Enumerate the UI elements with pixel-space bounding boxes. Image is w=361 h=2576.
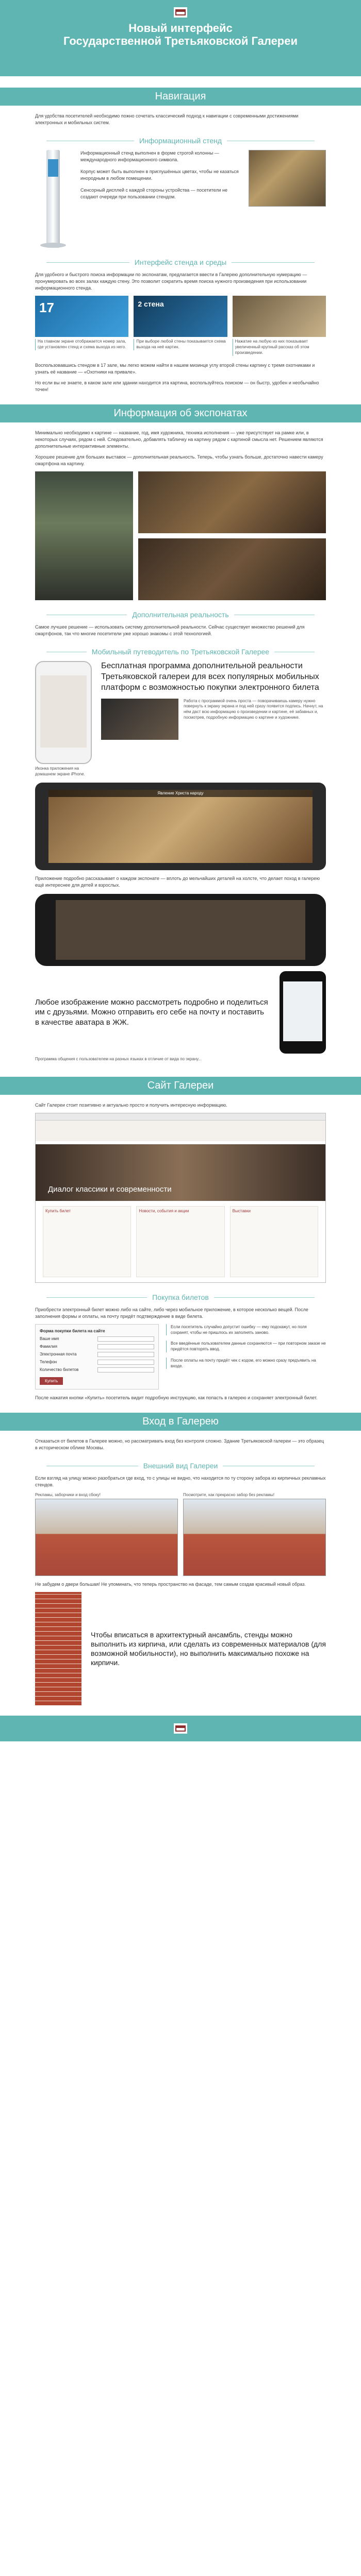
entrance-section-title: Вход в Галерею — [0, 1413, 361, 1431]
phone-caption: Иконка приложения на домашнем экране iPhone. — [35, 766, 85, 776]
ipad-caption: Приложение подробно рассказывает о каждом экспонате — вплоть до мельчайших деталей на холсте, что делает поход в галерею ещё интереснее для детей и взрослых. — [35, 875, 320, 888]
building-photo-after — [183, 1499, 326, 1576]
kiosk-note: Корпус может быть выполнен в приглушённых цветах, чтобы не казаться инородным в любом помещении. — [80, 169, 239, 181]
iphone-illustration — [35, 661, 92, 764]
stand-screen — [35, 296, 128, 355]
stand-screens — [0, 296, 361, 355]
building-caption-left: Рекламы, заборчики и вход сбоку! — [35, 1493, 101, 1497]
dop-reality-para: Самое лучшее решение — использовать систему дополнительной реальности. Сейчас существует множество решений для смартфонов, так что многие посетители уже хорошо знакомы с этой технологией. — [35, 624, 305, 637]
exhibits-para2: Хорошее решение для больших выставок — дополнительная реальность. Теперь, чтобы узнать больше, достаточно навести камеру смартфона на картину. — [35, 454, 323, 466]
form-title: Форма покупки билета на сайте — [40, 1328, 105, 1333]
building-photos — [0, 1493, 361, 1576]
hall-photo — [249, 150, 326, 207]
gallery-logo-icon — [174, 7, 187, 18]
painting-photo — [138, 538, 326, 600]
kiosk-note: Информационный стенд выполнен в форме строгой колонны — международного информационного символа. — [80, 150, 219, 163]
building-photo-before — [35, 1499, 178, 1576]
exhibit-photos — [0, 471, 361, 600]
stand-ui-para: Для удобного и быстрого поиска информации по экспонатам, предлагается ввести в Галерею дополнительную нумерацию — пронумеровать во всех залах каждую стену. Это позволит сократить время поиска нужного произведения при использовании информационного стенда. — [35, 272, 307, 291]
stand-ui-para2: Воспользовавшись стендом в 17 зале, мы легко можем найти в нашем мизинце углу второй стены картину с тремя охотниками и узнать её название — «Охотники на привале». — [35, 362, 315, 375]
app-screenshot — [101, 699, 178, 740]
site-banner: Диалог классики и современности — [36, 1144, 325, 1201]
screen-caption: Нажатие на любую из них показывает увеличенный крупный рассказ об этом произведении. — [233, 339, 326, 355]
share-block — [0, 971, 361, 1054]
hero-title — [0, 22, 361, 48]
site-col-exhibitions[interactable]: Выставки — [230, 1206, 318, 1277]
stand-screen — [134, 296, 227, 355]
after-buy-para: После нажатия кнопки «Купить» посетитель видит подробную инструкцию, как попасть в галерею и сохраняет электронный билет. — [35, 1395, 318, 1400]
app-caption: Работа с программой очень проста — поворачиваешь камеру нужно повернуть к экрану экрана и под ней сразу появится подпись. Начнут, на нём даст всю информацию о произведении и картине, её забавных и, посмотрев, подробную информацию о картине и художнике. — [184, 698, 323, 720]
site-col-news[interactable]: Новости, события и акции — [136, 1206, 224, 1277]
exhibits-para1: Минимально необходимо к картине — название, год, имя художника, техника исполнения — уже присутствует на рамке или, в некоторых случаях, рядом с ней. Следовательно, добавлять табличку на картину рядом с картиной смысла нет. Решением являются дополнительные интерактивные элементы. — [35, 430, 323, 449]
kiosk-notes — [80, 150, 239, 206]
hero-title-line1: Новый интерфейс — [128, 22, 233, 35]
info-stand-title: Информационный стенд — [0, 137, 361, 145]
mobile-guide-title: Мобильный путеводитель по Третьяковской Галерее — [0, 648, 361, 656]
room-number: 17 — [39, 300, 54, 316]
phone-field[interactable] — [97, 1360, 154, 1365]
hero-title-line2: Государственной Третьяковской Галереи — [63, 35, 298, 48]
footer — [0, 1716, 361, 1741]
gallery-corridor-photo — [35, 471, 133, 600]
building-caption-right: Посмотрите, как прекрасно забор без рекламы! — [183, 1493, 275, 1497]
wall-number: 2 стена — [138, 300, 164, 309]
website-mockup — [35, 1113, 326, 1283]
ipad-illustration — [35, 783, 326, 870]
entrance-para2: Не забудем о двери большая! Не упоминать, что теперь пространство на фасаде, тем самым создав красивый новый образ. — [35, 1582, 306, 1587]
app-promo-text: Бесплатная программа дополнительной реальности Третьяковской галереи для всех популярных мобильных платформ с возможностью покупки электронного билета — [101, 662, 319, 692]
brick-stand-text: Чтобы вписаться в архитектурный ансамбль, стенды можно выполнить из кирпича, или сделать из современных материалов (для возможной мобильности), но выполнить максимально похоже на кирпичи. — [91, 1630, 326, 1667]
buy-tickets-para: Приобрести электронный билет можно либо на сайте, либо через мобильное приложение, в которое несколько вещей. После заполнения формы и оплаты, на почту придёт подтверждение в виде билета. — [35, 1307, 308, 1319]
brick-stand-illustration — [35, 1592, 81, 1705]
outer-view-para: Если взгляд на улицу можно разобраться где вход, то с улицы не видно, что находится по ту сторону забора из кирпичных рекламных стендов. — [35, 1475, 326, 1487]
navigation-intro: Для удобства посетителей необходимо пожно сочетать классический подход к навигации с современными достижениями электронных и мобильных систем. — [35, 113, 299, 126]
share-text: Любое изображение можно рассмотреть подробно и поделиться им с друзьями. Можно отправить его себе на почту и поставить в качестве аватара в ЖЖ. — [35, 997, 268, 1027]
stand-screen — [233, 296, 326, 355]
ticket-form: Форма покупки билета на сайте Ваше имя Фамилия Электронная почта Телефон Количество билетов Купить — [35, 1324, 159, 1389]
iphone-share-illustration — [280, 971, 326, 1054]
buy-button[interactable]: Купить — [40, 1377, 63, 1385]
site-col-buy[interactable]: Купить билет — [43, 1206, 131, 1277]
buy-tickets-title: Покупка билетов — [0, 1293, 361, 1301]
stand-ui-para3: Но если вы не знаете, в каком зале или здании находится эта картина, воспользуйтесь поиском — он быстр, удобен и необычайно точен! — [35, 380, 319, 392]
ipad-title-bar: Явление Христа народу — [48, 790, 313, 797]
name-field[interactable] — [97, 1336, 154, 1342]
portrait-photo — [138, 471, 326, 533]
mobile-guide-block — [0, 661, 361, 777]
hero-header — [0, 0, 361, 76]
footer-logo-icon — [174, 1723, 187, 1734]
surname-field[interactable] — [97, 1344, 154, 1349]
iphone-landscape-illustration — [35, 894, 326, 966]
outer-view-title: Внешний вид Галереи — [0, 1462, 361, 1470]
screen-caption: При выборе любой стены показывается схема выхода на неё картин. — [134, 339, 227, 350]
site-intro: Сайт Галереи стоит позитивно и актуально просто и получить интересную информацию. — [35, 1102, 227, 1108]
dop-reality-title: Дополнительная реальность — [0, 611, 361, 619]
exhibits-section-title: Информация об экспонатах — [0, 404, 361, 422]
kiosk-note: Сенсорный дисплей с каждой стороны устройства — посетители не создают очереди при пользовании стендом. — [80, 188, 227, 200]
email-field[interactable] — [97, 1352, 154, 1357]
entrance-para: Отказаться от билетов в Галерее можно, но рассматривать вход без контроля сложно. Здание Третьяковской галереи — это образец в историческом облике Москвы. — [35, 1438, 324, 1450]
kiosk-illustration — [35, 150, 71, 248]
brick-stand-block — [0, 1592, 361, 1705]
quantity-field[interactable] — [97, 1367, 154, 1372]
form-notes: Если посетитель случайно допустит ошибку — ему подскажут, но поля сохранят, чтобы не пришлось их заполнять заново. Все введённые пользователем данные сохраняются — при повторном заказе не придётся повторять ввод. После оплаты на почту придёт чек с кодом, его можно сразу предъявить на входе. — [166, 1324, 326, 1389]
navigation-section-title: Навигация — [0, 88, 361, 106]
stand-ui-title: Интерфейс стенда и среды — [0, 258, 361, 266]
screen-caption: На главном экране отображается номер зала, где установлен стенд и схема выхода из него. — [35, 339, 128, 350]
share-caption: Программа общения с пользователем на разных языках в отличие от вида по экрану... — [35, 1056, 202, 1061]
ticket-form-block — [35, 1324, 326, 1389]
info-stand-block — [0, 150, 361, 248]
site-section-title: Сайт Галереи — [0, 1077, 361, 1095]
